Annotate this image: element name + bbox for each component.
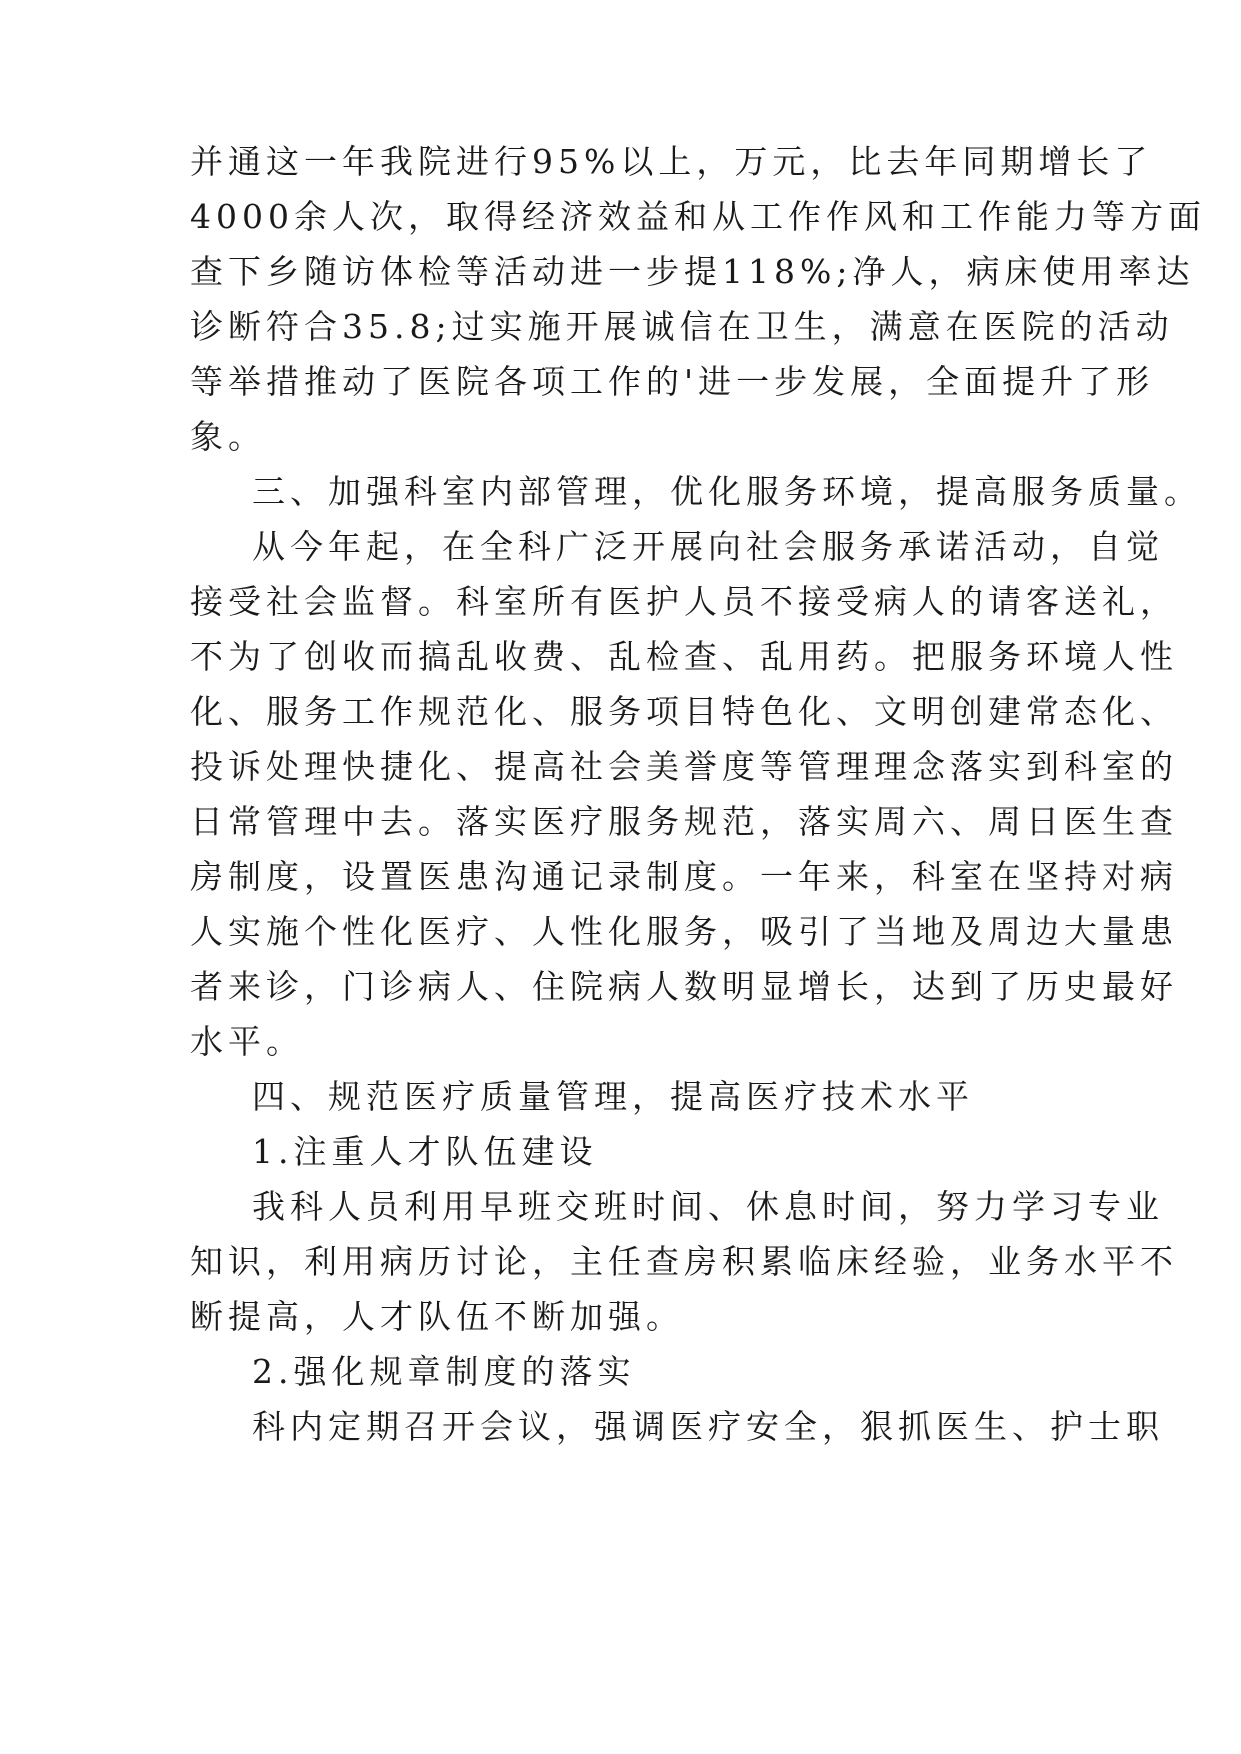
text-line: 4000余人次，取得经济效益和从工作作风和工作能力等方面 [190,197,1206,236]
section-heading: 三、加强科室内部管理，优化服务环境，提高服务质量。 [252,472,1202,511]
text-line: 象。 [190,417,266,456]
paragraph-start-line: 科内定期召开会议，强调医疗安全，狠抓医生、护士职 [252,1407,1164,1446]
text-line: 不为了创收而搞乱收费、乱检查、乱用药。把服务环境人性 [190,637,1178,676]
text-line: 日常管理中去。落实医疗服务规范，落实周六、周日医生查 [190,802,1178,841]
text-line: 人实施个性化医疗、人性化服务，吸引了当地及周边大量患 [190,912,1178,951]
text-line: 化、服务工作规范化、服务项目特色化、文明创建常态化、 [190,692,1178,731]
text-line: 投诉处理快捷化、提高社会美誉度等管理理念落实到科室的 [190,747,1178,786]
text-line: 并通这一年我院进行95%以上，万元，比去年同期增长了 [190,142,1153,181]
text-line: 房制度，设置医患沟通记录制度。一年来，科室在坚持对病 [190,857,1178,896]
subsection-heading: 2.强化规章制度的落实 [252,1352,636,1391]
paragraph-start-line: 我科人员利用早班交班时间、休息时间，努力学习专业 [252,1187,1164,1226]
subsection-heading: 1.注重人才队伍建设 [252,1132,598,1171]
text-line: 查下乡随访体检等活动进一步提118%;净人，病床使用率达 [190,252,1195,291]
section-heading: 四、规范医疗质量管理，提高医疗技术水平 [252,1077,974,1116]
text-line: 者来诊，门诊病人、住院病人数明显增长，达到了历史最好 [190,967,1178,1006]
text-line: 诊断符合35.8;过实施开展诚信在卫生，满意在医院的活动 [190,307,1174,346]
paragraph-start-line: 从今年起，在全科广泛开展向社会服务承诺活动，自觉 [252,527,1164,566]
text-line: 接受社会监督。科室所有医护人员不接受病人的请客送礼， [190,582,1178,621]
text-line: 知识，利用病历讨论，主任查房积累临床经验，业务水平不 [190,1242,1178,1281]
text-line: 断提高，人才队伍不断加强。 [190,1297,684,1336]
text-line: 水平。 [190,1022,304,1061]
text-line: 等举措推动了医院各项工作的'进一步发展，全面提升了形 [190,362,1155,401]
